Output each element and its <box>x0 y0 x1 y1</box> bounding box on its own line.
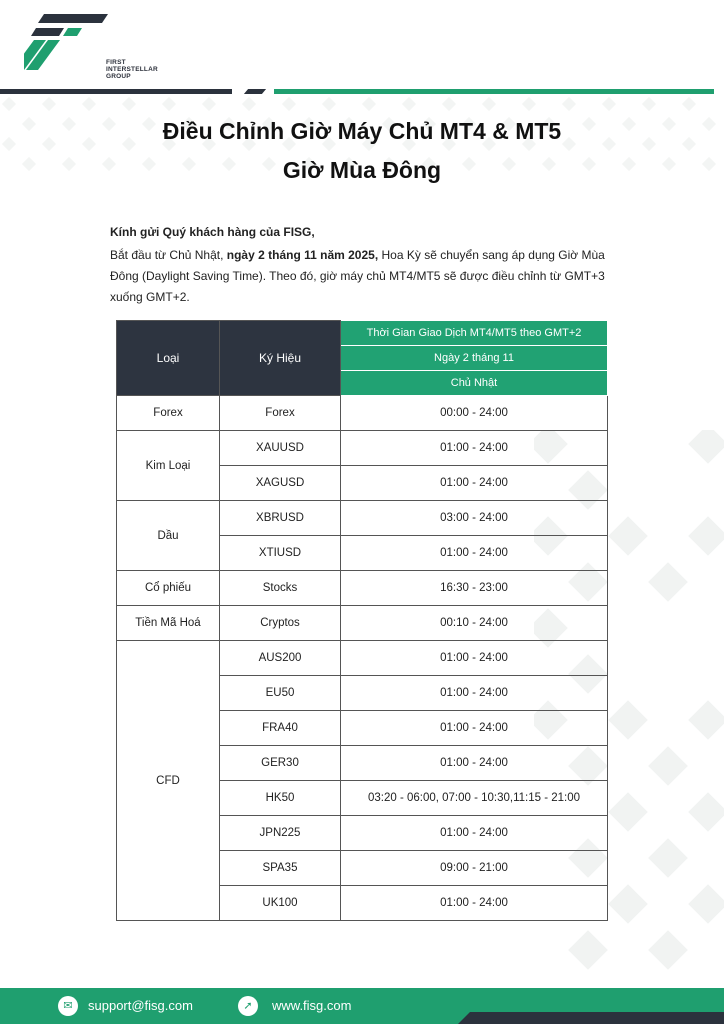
pattern-dot <box>162 97 176 111</box>
header-date: Ngày 2 tháng 11 <box>341 346 608 371</box>
logo-wordmark <box>106 59 158 80</box>
time-cell: 01:00 - 24:00 <box>341 816 608 851</box>
time-cell: 00:00 - 24:00 <box>341 396 608 431</box>
pattern-diamond <box>648 930 688 970</box>
symbol-cell: Forex <box>220 396 341 431</box>
symbol-cell: AUS200 <box>220 641 341 676</box>
cursor-icon: ➚ <box>238 996 258 1016</box>
pattern-diamond <box>608 884 648 924</box>
header-symbol: Ký Hiệu <box>220 321 341 396</box>
header-bar-dark <box>0 89 232 94</box>
pattern-diamond <box>688 700 724 740</box>
pattern-diamond <box>608 792 648 832</box>
trading-hours-table <box>116 320 608 921</box>
page-title: Điều Chỉnh Giờ Máy Chủ MT4 & MT5 <box>162 118 562 144</box>
pattern-diamond <box>568 930 608 970</box>
intro-start: Bắt đầu từ Chủ Nhật, <box>110 248 227 262</box>
table-body <box>117 396 608 921</box>
time-cell: 01:00 - 24:00 <box>341 536 608 571</box>
symbol-cell: XAUUSD <box>220 431 341 466</box>
pattern-diamond <box>648 562 688 602</box>
time-cell: 01:00 - 24:00 <box>341 746 608 781</box>
mail-icon: ✉ <box>58 996 78 1016</box>
category-cell: CFD <box>117 641 220 921</box>
category-cell: Dầu <box>117 501 220 571</box>
intro-paragraph <box>110 245 620 308</box>
pattern-dot <box>522 97 536 111</box>
pattern-dot <box>562 97 576 111</box>
intro-rest: Hoa Kỳ sẽ chuyển sang áp dụng Giờ Mùa Đông (Daylight Saving Time). Theo đó, giờ máy chủ MT4/MT5 sẽ được điều chỉnh từ GMT+3 xuống GMT+2. <box>110 248 605 304</box>
symbol-cell: HK50 <box>220 781 341 816</box>
time-cell: 00:10 - 24:00 <box>341 606 608 641</box>
time-cell: 16:30 - 23:00 <box>341 571 608 606</box>
time-cell: 01:00 - 24:00 <box>341 641 608 676</box>
intro-date: ngày 2 tháng 11 năm 2025, <box>226 248 379 262</box>
pattern-diamond <box>608 516 648 556</box>
pattern-diamond <box>688 430 724 464</box>
table-row <box>117 431 608 466</box>
symbol-cell: XBRUSD <box>220 501 341 536</box>
category-cell: Tiền Mã Hoá <box>117 606 220 641</box>
time-cell: 01:00 - 24:00 <box>341 676 608 711</box>
symbol-cell: GER30 <box>220 746 341 781</box>
footer-accent <box>474 1012 724 1024</box>
time-cell: 09:00 - 21:00 <box>341 851 608 886</box>
table-row <box>117 571 608 606</box>
greeting: Kính gửi Quý khách hàng của FISG, <box>110 225 315 239</box>
pattern-diamond <box>648 746 688 786</box>
logo-line-3: GROUP <box>106 73 131 80</box>
pattern-dot <box>402 97 416 111</box>
symbol-cell: Stocks <box>220 571 341 606</box>
pattern-dot <box>202 97 216 111</box>
pattern-dot <box>82 97 96 111</box>
table-row <box>117 501 608 536</box>
fisg-logo <box>24 14 158 80</box>
pattern-dot <box>122 97 136 111</box>
pattern-diamond <box>688 516 724 556</box>
pattern-dot <box>482 97 496 111</box>
time-cell: 01:00 - 24:00 <box>341 886 608 921</box>
page-subtitle: Giờ Mùa Đông <box>282 157 442 183</box>
symbol-cell: FRA40 <box>220 711 341 746</box>
pattern-dot <box>282 97 296 111</box>
time-cell: 01:00 - 24:00 <box>341 466 608 501</box>
symbol-cell: SPA35 <box>220 851 341 886</box>
header-bar-slash <box>244 89 266 94</box>
logo-line-1: FIRST <box>106 59 126 66</box>
header-time-title: Thời Gian Giao Dịch MT4/MT5 theo GMT+2 <box>341 321 608 346</box>
time-cell: 03:20 - 06:00, 07:00 - 10:30,11:15 - 21:00 <box>341 781 608 816</box>
pattern-diamond <box>648 838 688 878</box>
header-bar-green <box>274 89 714 94</box>
pattern-dot <box>362 97 376 111</box>
pattern-dot <box>42 97 56 111</box>
symbol-cell: EU50 <box>220 676 341 711</box>
pattern-dot <box>442 97 456 111</box>
pattern-diamond <box>688 884 724 924</box>
symbol-cell: JPN225 <box>220 816 341 851</box>
pattern-diamond <box>608 700 648 740</box>
pattern-dot <box>322 97 336 111</box>
pattern-dot <box>242 97 256 111</box>
category-cell: Cổ phiếu <box>117 571 220 606</box>
logo-line-2: INTERSTELLAR <box>106 66 158 73</box>
symbol-cell: XAGUSD <box>220 466 341 501</box>
symbol-cell: XTIUSD <box>220 536 341 571</box>
header-category: Loại <box>117 321 220 396</box>
table-row <box>117 641 608 676</box>
time-cell: 03:00 - 24:00 <box>341 501 608 536</box>
category-cell: Kim Loại <box>117 431 220 501</box>
pattern-dot <box>682 97 696 111</box>
header-day: Chủ Nhật <box>341 371 608 396</box>
footer-website[interactable]: www.fisg.com <box>272 998 352 1013</box>
pattern-dot <box>642 97 656 111</box>
symbol-cell: Cryptos <box>220 606 341 641</box>
table-row <box>117 396 608 431</box>
pattern-diamond <box>688 792 724 832</box>
footer-email[interactable]: support@fisg.com <box>88 998 193 1013</box>
pattern-dot <box>2 97 16 111</box>
intro-text <box>110 222 620 308</box>
time-cell: 01:00 - 24:00 <box>341 431 608 466</box>
symbol-cell: UK100 <box>220 886 341 921</box>
pattern-dot <box>602 97 616 111</box>
category-cell: Forex <box>117 396 220 431</box>
table-row <box>117 606 608 641</box>
time-cell: 01:00 - 24:00 <box>341 711 608 746</box>
